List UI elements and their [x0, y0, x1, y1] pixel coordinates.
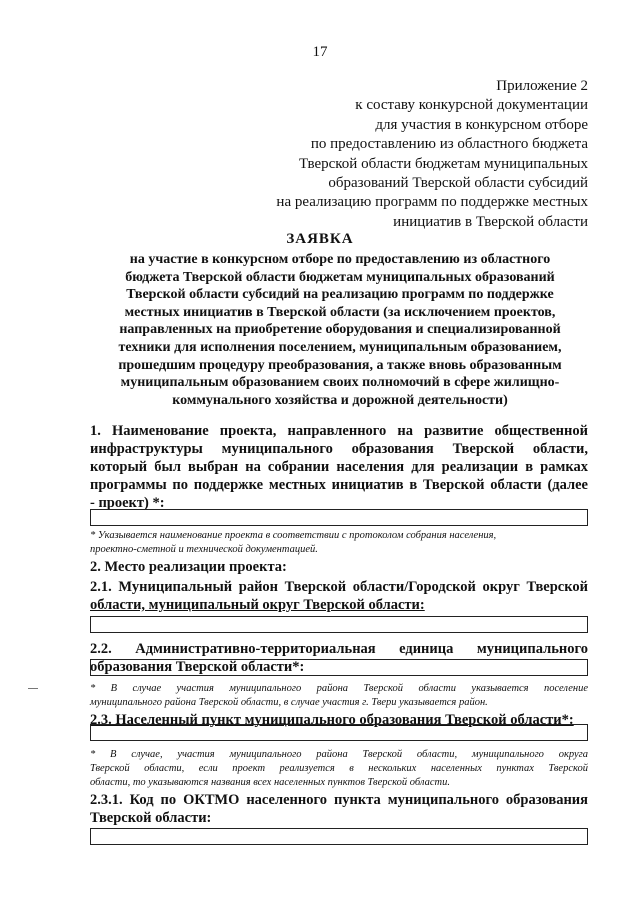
note-line: области, то указываются названия всех населенных пунктов Тверской области.: [90, 777, 450, 788]
note-line: * В случае, участия муниципального района Тверской области, муниципального округа: [90, 749, 588, 760]
heading-line: 2.2. Административно-территориальная единица муниципального: [90, 641, 588, 657]
subtitle-line: направленных на приобретение оборудования и специализированной: [119, 322, 561, 338]
heading-line: 2.3. Населенный пункт муниципального образования Тверской области*:: [90, 712, 574, 728]
heading-line: 2.3.1. Код по ОКТМО населенного пункта муниципального образования: [90, 792, 588, 808]
annex-line: к составу конкурсной документации: [355, 97, 588, 114]
oktmo-code-field[interactable]: [90, 828, 588, 845]
annex-line: на реализацию программ по поддержке местных: [276, 194, 588, 211]
section-1-heading: [90, 422, 588, 512]
project-name-field[interactable]: [90, 509, 588, 526]
settlement-field[interactable]: [90, 724, 588, 741]
heading-line: образования Тверской области*:: [90, 659, 305, 675]
annex-header: [276, 77, 588, 232]
annex-line: для участия в конкурсном отборе: [375, 116, 588, 133]
heading-line: - проект) *:: [90, 495, 165, 511]
document-subtitle: [90, 251, 590, 409]
subtitle-line: техники для исполнения поселением, муниципальным образованием,: [118, 339, 562, 355]
territorial-unit-field[interactable]: [90, 659, 588, 676]
section-2-3-note: [90, 748, 588, 790]
margin-mark: [28, 688, 38, 689]
heading-line: который был выбран на собрании населения для реализации в рамках: [90, 459, 588, 475]
note-line: муниципального района Тверской области, в случае участия г. Твери указывается район.: [90, 697, 488, 708]
annex-line: образований Тверской области субсидий: [328, 175, 588, 192]
note-line: * Указывается наименование проекта в соответствии с протоколом собрания населения,: [90, 530, 497, 541]
subtitle-line: Тверской области субсидий на реализацию программ по поддержке: [126, 287, 554, 303]
section-2-3-1-heading: [90, 791, 588, 827]
heading-line: 2.1. Муниципальный район Тверской области/Городской округ Тверской: [90, 579, 588, 595]
section-1-note: [90, 529, 588, 557]
annex-line: Тверской области бюджетам муниципальных: [299, 155, 588, 172]
note-line: * В случае участия муниципального района Тверской области указывается поселение: [90, 683, 588, 694]
subtitle-line: местных инициатив в Тверской области (за исключением проектов,: [124, 304, 556, 320]
subtitle-line: прошедшим процедуру преобразования, а также вновь образованным: [118, 357, 562, 373]
district-field[interactable]: [90, 616, 588, 633]
subtitle-line: на участие в конкурсном отборе по предоставлению из областного: [129, 252, 551, 267]
annex-line: Приложение 2: [496, 78, 588, 94]
subtitle-line: коммунального хозяйства и дорожной деятельности): [172, 392, 508, 408]
page-number: 17: [312, 44, 328, 60]
note-line: Тверской области, если проект реализуется в нескольких населенных пунктах Тверской: [90, 763, 588, 774]
heading-line: области, муниципальный округ Тверской области:: [90, 597, 425, 613]
section-2-1-heading: [90, 578, 588, 614]
annex-line: инициатив в Тверской области: [393, 213, 588, 230]
annex-line: по предоставлению из областного бюджета: [310, 136, 588, 153]
note-line: проектно-сметной и технической документацией.: [90, 544, 318, 555]
section-2-heading: 2. Место реализации проекта:: [90, 559, 287, 575]
heading-line: программы по поддержке местных инициатив в Тверской области (далее: [90, 477, 588, 493]
document-title: ЗАЯВКА: [286, 231, 354, 247]
heading-line: Тверской области:: [90, 810, 212, 826]
heading-line: 1. Наименование проекта, направленного на развитие общественной: [90, 423, 588, 439]
section-2-2-note: [90, 682, 588, 710]
subtitle-line: муниципальным образованием своих полномочий в сфере жилищно-: [120, 375, 560, 391]
heading-line: инфраструктуры муниципального образования Тверской области,: [90, 441, 588, 457]
subtitle-line: бюджета Тверской области бюджетам муниципальных образований: [125, 269, 555, 285]
